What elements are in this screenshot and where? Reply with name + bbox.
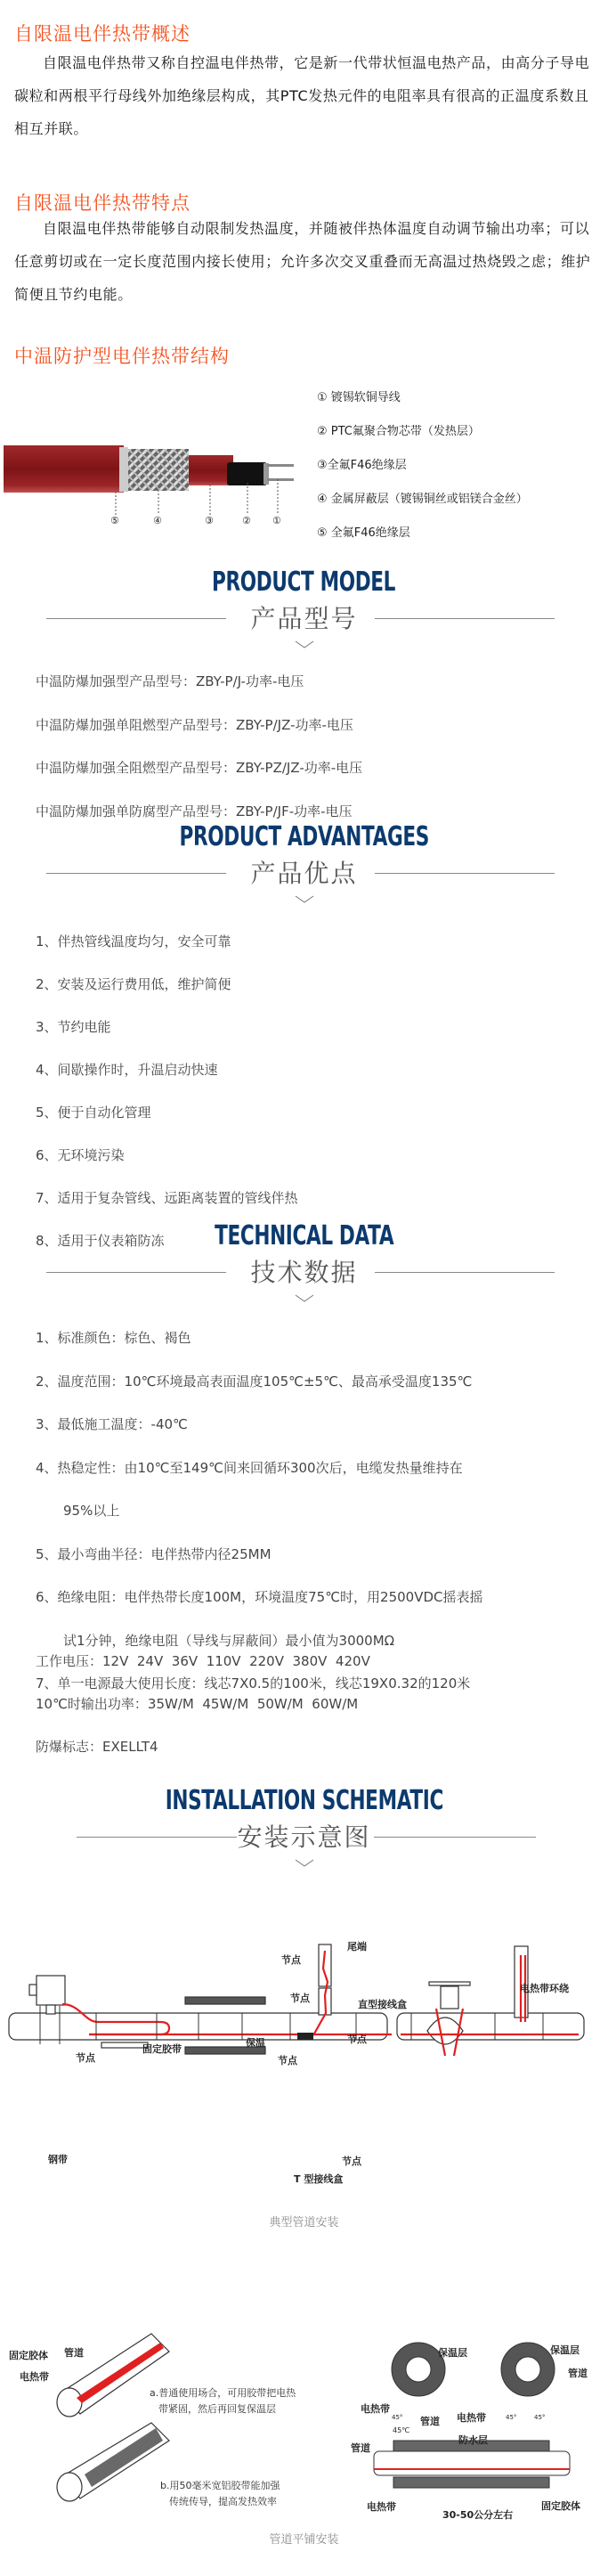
label-pipe: 管道	[351, 2442, 370, 2454]
tech-item: 1、标准颜色：棕色、褐色	[36, 1330, 191, 1346]
advantages-list	[36, 928, 298, 1270]
label-steel-band: 钢带	[48, 2154, 68, 2165]
model-item: 中温防爆加强型产品型号：ZBY-P/J-功率-电压	[36, 673, 304, 689]
heating-cable-icon	[0, 436, 303, 534]
label-node: 节点	[342, 2156, 361, 2167]
callout-4: ④	[153, 515, 162, 526]
legend-item: ⑤ 全氟F46绝缘层	[317, 526, 410, 540]
heading-en: PRODUCT MODEL	[212, 567, 396, 598]
chevron-down-icon	[295, 1859, 314, 1868]
tech-item-continuation: 95%以上	[63, 1503, 120, 1519]
heading-en: INSTALLATION SCHEMATIC	[165, 1785, 443, 1816]
note-a-line2: 带紧固，然后再回复保温层	[158, 2403, 276, 2415]
label-fix-glue: 固定胶体	[9, 2350, 48, 2361]
label-heat-tape: 电热带	[20, 2371, 49, 2383]
typical-caption: 典型管道安装	[269, 2216, 339, 2230]
label-node: 节点	[281, 1954, 301, 1966]
tech-item: 2、温度范围：10℃环境最高表面温度105℃±5℃、最高承受温度135℃	[36, 1373, 473, 1390]
advantage-item: 1、伴热管线温度均匀，安全可靠	[36, 933, 231, 950]
explosion-mark: 防爆标志：EXELLT4	[36, 1739, 158, 1755]
note-b-line2: 传统传导，提高发热效率	[169, 2496, 277, 2507]
features-paragraph: 自限温电伴热带能够自动限制发热温度，并随被伴热体温度自动调节输出功率；可以任意剪切或在一定长度范围内接长使用；允许多次交叉重叠而无高温过热烧毁之虑；维护简便且节约电能。	[14, 220, 591, 303]
label-node: 节点	[76, 2052, 95, 2064]
label-angle: 45°	[506, 2414, 517, 2421]
heading-cn: 安装示意图	[237, 1822, 371, 1852]
label-insul-layer: 保温层	[550, 2344, 580, 2356]
note-b-line1: b.用50毫米宽铝胶带能加强	[160, 2480, 280, 2491]
tech-item: 5、最小弯曲半径：电伴热带内径25MM	[36, 1545, 272, 1562]
flat-schematic-icon	[0, 2316, 608, 2539]
label-tape: 固定胶带	[142, 2043, 182, 2055]
cable-legend	[317, 389, 528, 558]
label-fix-glue: 固定胶体	[541, 2500, 580, 2512]
label-insulation: 保温	[246, 2037, 265, 2049]
callout-5: ⑤	[110, 515, 119, 526]
product-model-list	[36, 668, 362, 841]
heading-en: TECHNICAL DATA	[214, 1220, 394, 1251]
model-item: 中温防爆加强单防腐型产品型号：ZBY-P/JF-功率-电压	[36, 803, 353, 819]
label-t-box: T 型接线盒	[294, 2173, 344, 2185]
tech-item: 7、单一电源最大使用长度：线芯7X0.5的100米，线芯19X0.32的120米	[36, 1675, 471, 1692]
heading-cn: 产品型号	[250, 604, 358, 633]
tech-item: 4、热稳定性：由10℃至149℃间来回循环300次后，电缆发热量维持在	[36, 1459, 463, 1476]
label-insul-layer: 保温层	[438, 2347, 467, 2359]
label-pipe: 管道	[568, 2368, 588, 2379]
legend-item: ③全氟F46绝缘层	[317, 459, 407, 472]
model-item: 中温防爆加强全阻燃型产品型号：ZBY-PZ/JZ-功率-电压	[36, 760, 363, 776]
label-angle: 45°	[534, 2414, 546, 2421]
callout-3: ③	[205, 515, 214, 526]
tech-item: 3、最低施工温度：-40℃	[36, 1416, 188, 1432]
divider-right	[375, 873, 555, 874]
label-node: 节点	[290, 1993, 310, 2004]
installation-heading	[0, 1785, 608, 1871]
technical-heading	[0, 1220, 608, 1307]
divider-right	[374, 1837, 536, 1838]
model-item: 中温防爆加强单阻燃型产品型号：ZBY-P/JZ-功率-电压	[36, 716, 353, 733]
advantage-item: 2、安装及运行费用低，维护简便	[36, 976, 231, 992]
chevron-down-icon	[295, 640, 314, 649]
cable-structure-image	[0, 436, 303, 534]
label-waterproof: 防水层	[458, 2434, 488, 2446]
label-heat-tape: 电热带	[367, 2501, 396, 2513]
tech-item: 6、绝缘电阻：电伴热带长度100M，环境温度75℃时，用2500VDC摇表摇	[36, 1589, 483, 1605]
label-heat-tape: 电热带	[361, 2403, 390, 2415]
heading-cn: 技术数据	[250, 1258, 358, 1287]
advantage-item: 6、无环境污染	[36, 1147, 125, 1163]
flat-installation-diagram	[0, 2316, 608, 2539]
working-voltage: 工作电压：12V 24V 36V 110V 220V 380V 420V	[36, 1653, 370, 1669]
output-power: 10℃时输出功率：35W/M 45W/M 50W/M 60W/M	[36, 1696, 359, 1712]
legend-item: ① 镀锡软铜导线	[317, 391, 401, 404]
overview-title: 自限温电伴热带概述	[14, 23, 191, 45]
label-angle: 45°	[392, 2414, 403, 2421]
label-tail: 尾端	[347, 1941, 367, 1952]
divider-right	[375, 1272, 555, 1273]
heading-en: PRODUCT ADVANTAGES	[179, 821, 429, 852]
chevron-down-icon	[295, 895, 314, 904]
label-angle-c: 45℃	[393, 2426, 410, 2434]
advantage-item: 3、节约电能	[36, 1019, 111, 1035]
features-title: 自限温电伴热带特点	[14, 192, 191, 214]
label-node: 节点	[347, 2034, 367, 2045]
advantages-heading	[0, 821, 608, 908]
legend-item: ④ 金属屏蔽层（镀锡铜丝或铝镁合金丝）	[317, 493, 528, 506]
note-a-line1: a.普通使用场合，可用胶带把电热	[150, 2387, 296, 2399]
label-straight-box: 直型接线盒	[358, 1999, 407, 2010]
product-model-heading	[0, 567, 608, 653]
label-node: 节点	[278, 2055, 297, 2067]
label-pipe: 管道	[420, 2416, 440, 2427]
callout-2: ②	[242, 515, 251, 526]
label-spacing: 30-50公分左右	[442, 2509, 514, 2521]
structure-title: 中温防护型电伴热带结构	[14, 346, 230, 367]
chevron-down-icon	[295, 1294, 314, 1303]
advantage-item: 7、适用于复杂管线、远距离装置的管线伴热	[36, 1190, 298, 1206]
callout-1: ①	[272, 515, 281, 526]
advantage-item: 5、便于自动化管理	[36, 1105, 151, 1121]
heading-cn: 产品优点	[250, 859, 358, 888]
advantage-item: 4、间歇操作时，升温启动快速	[36, 1062, 218, 1078]
overview-paragraph: 自限温电伴热带又称自控温电伴热带，它是新一代带状恒温电热产品，由高分子导电碳粒和两根平行母线外加绝缘层构成，其PTC发热元件的电阻率具有很高的正温度系数且相互并联。	[14, 54, 590, 137]
label-loop: 电热带环绕	[520, 1983, 569, 1994]
flat-caption: 管道平铺安装	[269, 2533, 339, 2547]
advantage-item: 8、适用于仪表箱防冻	[36, 1233, 165, 1249]
legend-item: ② PTC氟聚合物芯带（发热层）	[317, 425, 480, 438]
typical-installation-diagram	[0, 1941, 608, 2185]
label-heat-tape: 电热带	[457, 2412, 486, 2424]
tech-item-continuation: 试1分钟，绝缘电阻（导线与屏蔽间）最小值为3000MΩ	[63, 1632, 395, 1649]
divider-right	[375, 618, 555, 619]
spec-list	[36, 1648, 370, 1776]
label-pipe: 管道	[64, 2347, 84, 2359]
